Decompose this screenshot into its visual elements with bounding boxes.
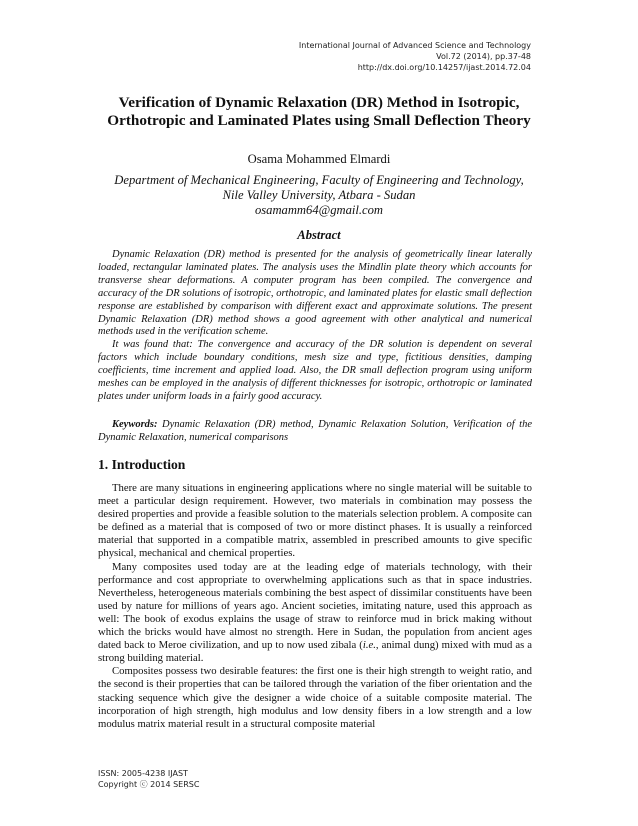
affiliation-line-2: Nile Valley University, Atbara - Sudan bbox=[222, 188, 416, 202]
journal-header bbox=[299, 40, 531, 73]
body-paragraph: Composites possess two desirable features: the first one is their high strength to weight ratio, and the second is their properties that can be tailored through the variation of the fiber orientation and the stacking sequence which give the designer a wide choice of a suitable composite material. The incorporation of high strength, high modulus and low density fibers in a low strength and a low modulus matrix material result in a structural composite material bbox=[98, 665, 532, 730]
body-text-italic: i.e. bbox=[362, 639, 376, 652]
section-heading: 1. Introduction bbox=[98, 457, 186, 472]
body-paragraph bbox=[98, 561, 532, 666]
author-name: Osama Mohammed Elmardi bbox=[247, 152, 391, 166]
page-footer bbox=[98, 768, 199, 790]
keywords bbox=[98, 419, 532, 445]
affiliation-line-1: Department of Mechanical Engineering, Faculty of Engineering and Technology, bbox=[114, 173, 524, 187]
author-email[interactable]: osamamm64@gmail.com bbox=[254, 203, 384, 217]
abstract-heading: Abstract bbox=[297, 228, 341, 242]
footer-copyright: Copyright ⓒ 2014 SERSC bbox=[98, 780, 200, 789]
abstract-paragraph: It was found that: The convergence and accuracy of the DR solution is dependent on several factors which include boundary conditions, mesh size and type, fictitious densities, damping coefficients, time increment and applied load. Also, the DR small deflection program using uniform meshes can be employed in the analysis of different thicknesses for isotropic, orthotropic or laminated plates under uniform loads in a fairly good accuracy. bbox=[98, 339, 532, 402]
title-line-2: Orthotropic and Laminated Plates using Small Deflection Theory bbox=[107, 112, 531, 129]
section-body bbox=[98, 482, 532, 731]
journal-volume: Vol.72 (2014), pp.37-48 bbox=[436, 52, 531, 61]
affiliation bbox=[100, 173, 538, 218]
journal-name: International Journal of Advanced Science and Technology bbox=[298, 41, 531, 50]
abstract bbox=[98, 249, 532, 404]
keywords-paragraph bbox=[98, 419, 532, 445]
abstract-paragraph: Dynamic Relaxation (DR) method is presented for the analysis of geometrically linear laterally loaded, rectangular laminated plates. The analysis uses the Mindlin plate theory which accounts for transverse shear deformations. A computer program has been compiled. The convergence and accuracy of the DR solutions of isotropic, orthotropic, and laminated plates for elastic small deflection response are established by comparison with different exact and approximate solutions. The present Dynamic Relaxation (DR) method shows a good agreement with other analytical and numerical methods used in the verification scheme. bbox=[98, 249, 532, 338]
body-text: , animal dung) mixed with mud as a strong building material. bbox=[98, 639, 532, 665]
title-line-1: Verification of Dynamic Relaxation (DR) Method in Isotropic, bbox=[118, 94, 520, 111]
journal-doi-link[interactable]: http://dx.doi.org/10.14257/ijast.2014.72.04 bbox=[357, 63, 531, 72]
paper-title bbox=[100, 94, 538, 130]
footer-issn: ISSN: 2005-4238 IJAST bbox=[98, 769, 188, 778]
keywords-text: Dynamic Relaxation (DR) method, Dynamic Relaxation Solution, Verification of the Dynamic Relaxation, numerical comparisons bbox=[98, 419, 532, 443]
keywords-label: Keywords: bbox=[112, 419, 158, 430]
body-text: Many composites used today are at the leading edge of materials technology, with their performance and cost appropriate to overwhelming applications such as that in space industries. Nevertheless, heterogeneous materials combining the best aspect of dissimilar constituents have been used by nature for millions of years ago. Ancient societies, imitating nature, used this approach as well: The book of exodus explains the usage of straw to reinforce mud in brick making without which the bricks would have almost no strength. Here in Sudan, the population from ancient ages dated back to Meroe civilization, and up to now used zibala ( bbox=[98, 560, 532, 652]
body-paragraph: There are many situations in engineering applications where no single material will be suitable to meet a particular design requirement. However, two materials in combination may possess the desired properties and provide a feasible solution to the materials selection problem. A composite can be defined as a material that is composed of two or more distinct phases. It is usually a reinforced material that supported in a compatible matrix, assembled in prescribed amounts to give specific physical, mechanical and chemical properties. bbox=[98, 482, 532, 560]
